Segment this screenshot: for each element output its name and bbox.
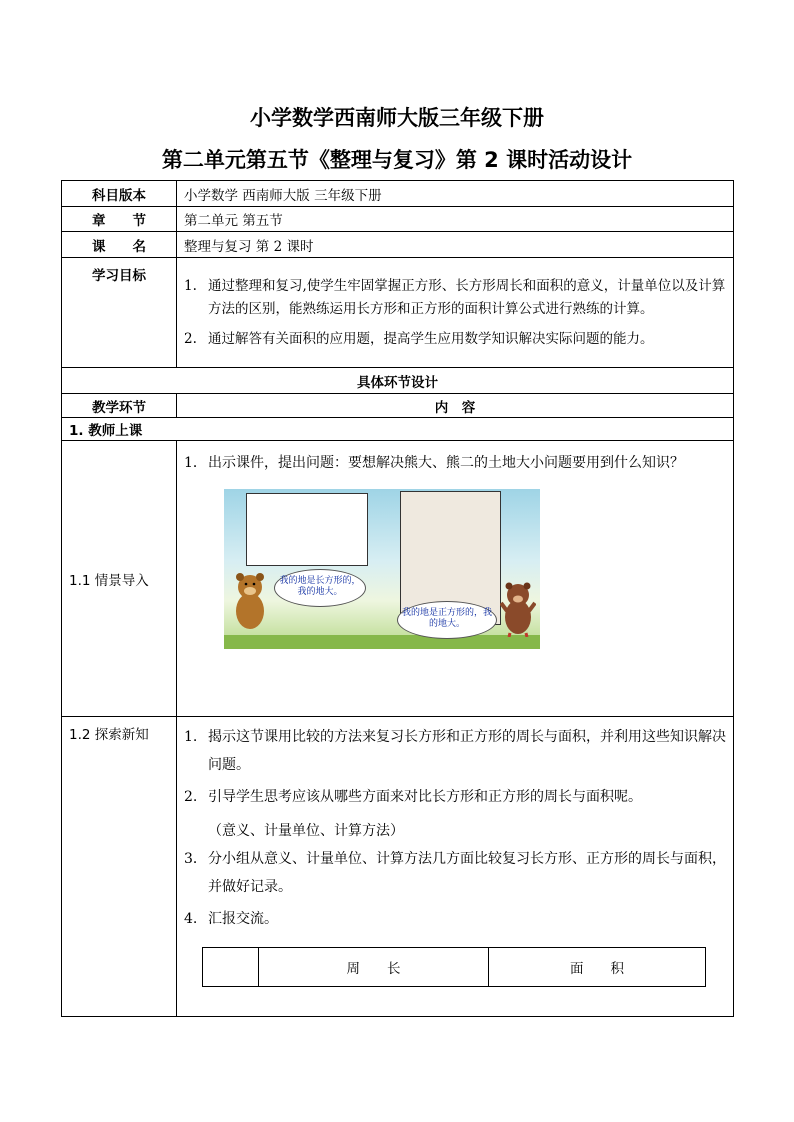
comparison-corner-cell xyxy=(203,948,259,987)
lesson-value: 整理与复习 第 2 课时 xyxy=(177,232,734,258)
explore-note: （意义、计量单位、计算方法） xyxy=(208,823,404,839)
lesson-plan-table xyxy=(61,180,734,1017)
goal-item: 2. 通过解答有关面积的应用题，提高学生应用数学知识解决实际问题的能力。 xyxy=(184,330,654,347)
speech-bubble-square: 我的地是正方形的，我的地大。 xyxy=(397,601,497,639)
bear-second-illustration xyxy=(500,581,536,637)
lesson-label: 课 名 xyxy=(62,232,177,258)
explore-item: 1. 揭示这节课用比较的方法来复习长方形和正方形的周长与面积，并利用这些知识解决问题。 xyxy=(184,729,726,773)
perimeter-column-header: 周 长 xyxy=(259,948,489,987)
chapter-value: 第二单元 第五节 xyxy=(177,207,734,232)
area-column-header: 面 积 xyxy=(489,948,706,987)
subject-value: 小学数学 西南师大版 三年级下册 xyxy=(177,181,734,207)
stage-intro-content xyxy=(177,441,734,717)
stage-column-header: 教学环节 xyxy=(62,394,177,418)
speech-bubble-rectangle: 我的地是长方形的，我的地大。 xyxy=(274,569,366,607)
goals-label: 学习目标 xyxy=(62,258,177,368)
explore-item: 4. 汇报交流。 xyxy=(184,911,278,927)
goal-item: 1. 通过整理和复习,使学生牢固掌握正方形、长方形周长和面积的意义，计量单位以及计算方法的区别，能熟练运用长方形和正方形的面积计算公式进行熟练的计算。 xyxy=(184,277,726,317)
stage-explore-label: 1.2 探索新知 xyxy=(62,717,177,1017)
grass-strip xyxy=(224,635,540,649)
design-header: 具体环节设计 xyxy=(62,368,734,394)
intro-item: 1． 出示课件，提出问题：要想解决熊大、熊二的土地大小问题要用到什么知识？ xyxy=(184,455,684,471)
document-title: 小学数学西南师大版三年级下册 xyxy=(250,106,544,130)
rectangle-field-illustration xyxy=(246,493,368,566)
section-teacher-class: 1. 教师上课 xyxy=(62,418,734,441)
stage-intro-label: 1.1 情景导入 xyxy=(62,441,177,717)
goals-cell xyxy=(177,258,734,368)
document-subtitle: 第二单元第五节《整理与复习》第 2 课时活动设计 xyxy=(161,148,633,172)
explore-item: 3． 分小组从意义、计量单位、计算方法几方面比较复习长方形、正方形的周长与面积，并做好记录。 xyxy=(184,851,726,895)
chapter-label: 章 节 xyxy=(62,207,177,232)
comparison-table xyxy=(202,947,706,987)
explore-item: 2. 引导学生思考应该从哪些方面来对比长方形和正方形的周长与面积呢。 xyxy=(184,789,642,805)
goals-list xyxy=(184,275,726,351)
bear-big-illustration xyxy=(232,571,268,633)
courseware-image xyxy=(224,489,540,649)
subject-label: 科目版本 xyxy=(62,181,177,207)
content-column-header: 内 容 xyxy=(177,394,734,418)
stage-explore-content xyxy=(177,717,734,1017)
